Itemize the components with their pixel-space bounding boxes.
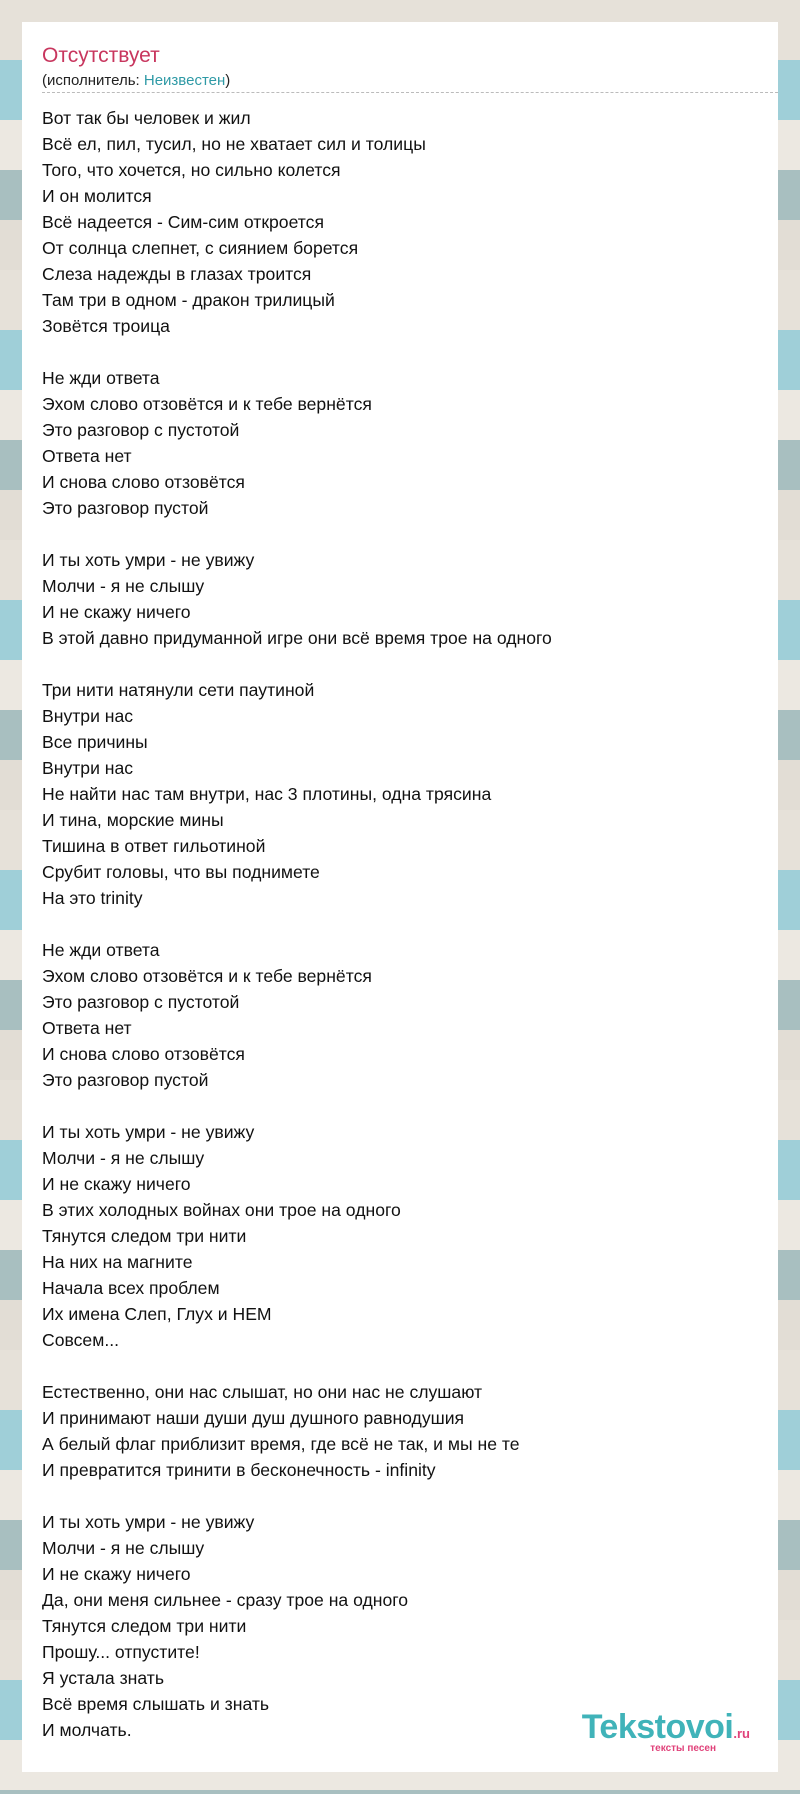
lyric-line: И ты хоть умри - не увижу [42, 1122, 255, 1142]
lyric-line: И не скажу ничего [42, 602, 191, 622]
lyric-line: Все причины [42, 732, 148, 752]
lyric-line: Совсем... [42, 1330, 119, 1350]
site-logo[interactable] [582, 1708, 750, 1754]
lyric-line: Три нити натянули сети паутиной [42, 680, 315, 700]
lyric-line: На это trinity [42, 888, 143, 908]
lyric-line: Всё ел, пил, тусил, но не хватает сил и толицы [42, 134, 426, 154]
verse [42, 547, 762, 651]
lyric-line: И снова слово отзовётся [42, 1044, 245, 1064]
logo-tagline: тексты песен [650, 1743, 716, 1754]
lyric-line: Это разговор с пустотой [42, 420, 240, 440]
lyric-line: Внутри нас [42, 706, 134, 726]
lyric-line: И ты хоть умри - не увижу [42, 1512, 255, 1532]
lyric-line: И молчать. [42, 1720, 132, 1740]
lyric-line: От солнца слепнет, с сиянием борется [42, 238, 359, 258]
divider [42, 92, 778, 93]
verse [42, 937, 762, 1093]
lyric-line: На них на магните [42, 1252, 193, 1272]
lyric-line: Всё время слышать и знать [42, 1694, 270, 1714]
lyric-line: Слеза надежды в глазах троится [42, 264, 312, 284]
artist-line [42, 72, 230, 89]
lyric-line: Не жди ответа [42, 368, 160, 388]
verse [42, 105, 762, 339]
song-title: Отсутствует [42, 44, 160, 67]
verse [42, 1379, 762, 1483]
lyric-line: Там три в одном - дракон трилицый [42, 290, 335, 310]
lyric-line: Ответа нет [42, 446, 132, 466]
verse [42, 365, 762, 521]
lyric-line: Это разговор пустой [42, 1070, 209, 1090]
lyric-line: Того, что хочется, но сильно колется [42, 160, 341, 180]
lyric-line: И он молится [42, 186, 152, 206]
lyric-line: Прошу... отпустите! [42, 1642, 200, 1662]
lyric-line: И превратится тринити в бесконечность - infinity [42, 1460, 436, 1480]
lyric-line: Тянутся следом три нити [42, 1226, 247, 1246]
lyrics-card [22, 22, 778, 1772]
logo-suffix: .ru [733, 1726, 750, 1741]
lyric-line: Вот так бы человек и жил [42, 108, 251, 128]
lyric-line: Молчи - я не слышу [42, 576, 205, 596]
lyric-line: Молчи - я не слышу [42, 1148, 205, 1168]
lyric-line: Тянутся следом три нити [42, 1616, 247, 1636]
lyric-line: Зовётся троица [42, 316, 170, 336]
verse [42, 677, 762, 911]
lyric-line: Естественно, они нас слышат, но они нас не слушают [42, 1382, 483, 1402]
lyric-line: Начала всех проблем [42, 1278, 220, 1298]
lyric-line: Не жди ответа [42, 940, 160, 960]
lyric-line: В этих холодных войнах они трое на одного [42, 1200, 401, 1220]
artist-link[interactable]: Неизвестен [143, 72, 226, 89]
lyric-line: Срубит головы, что вы поднимете [42, 862, 320, 882]
lyric-line: А белый флаг приблизит время, где всё не так, и мы не те [42, 1434, 520, 1454]
lyric-line: Да, они меня сильнее - сразу трое на одного [42, 1590, 409, 1610]
lyric-line: В этой давно придуманной игре они всё время трое на одного [42, 628, 552, 648]
lyric-line: Не найти нас там внутри, нас 3 плотины, одна трясина [42, 784, 492, 804]
lyric-line: И не скажу ничего [42, 1174, 191, 1194]
lyric-line: Эхом слово отзовётся и к тебе вернётся [42, 966, 372, 986]
lyric-line: Молчи - я не слышу [42, 1538, 205, 1558]
lyric-line: Я устала знать [42, 1668, 164, 1688]
artist-suffix: ) [225, 72, 231, 89]
lyric-line: Всё надеется - Сим-сим откроется [42, 212, 324, 232]
lyric-line: И тина, морские мины [42, 810, 224, 830]
lyric-line: И не скажу ничего [42, 1564, 191, 1584]
lyric-line: Это разговор пустой [42, 498, 209, 518]
lyric-line: Внутри нас [42, 758, 134, 778]
lyric-line: И снова слово отзовётся [42, 472, 245, 492]
lyric-line: И принимают наши души душ душного равнодушия [42, 1408, 465, 1428]
lyrics-body [42, 105, 762, 1769]
lyric-line: Эхом слово отзовётся и к тебе вернётся [42, 394, 372, 414]
artist-prefix: (исполнитель: [42, 72, 144, 89]
lyric-line: И ты хоть умри - не увижу [42, 550, 255, 570]
lyric-line: Их имена Слеп, Глух и НЕМ [42, 1304, 272, 1324]
lyric-line: Ответа нет [42, 1018, 132, 1038]
logo-text: Tekstovoi [581, 1708, 734, 1746]
verse [42, 1119, 762, 1353]
lyric-line: Тишина в ответ гильотиной [42, 836, 266, 856]
lyric-line: Это разговор с пустотой [42, 992, 240, 1012]
